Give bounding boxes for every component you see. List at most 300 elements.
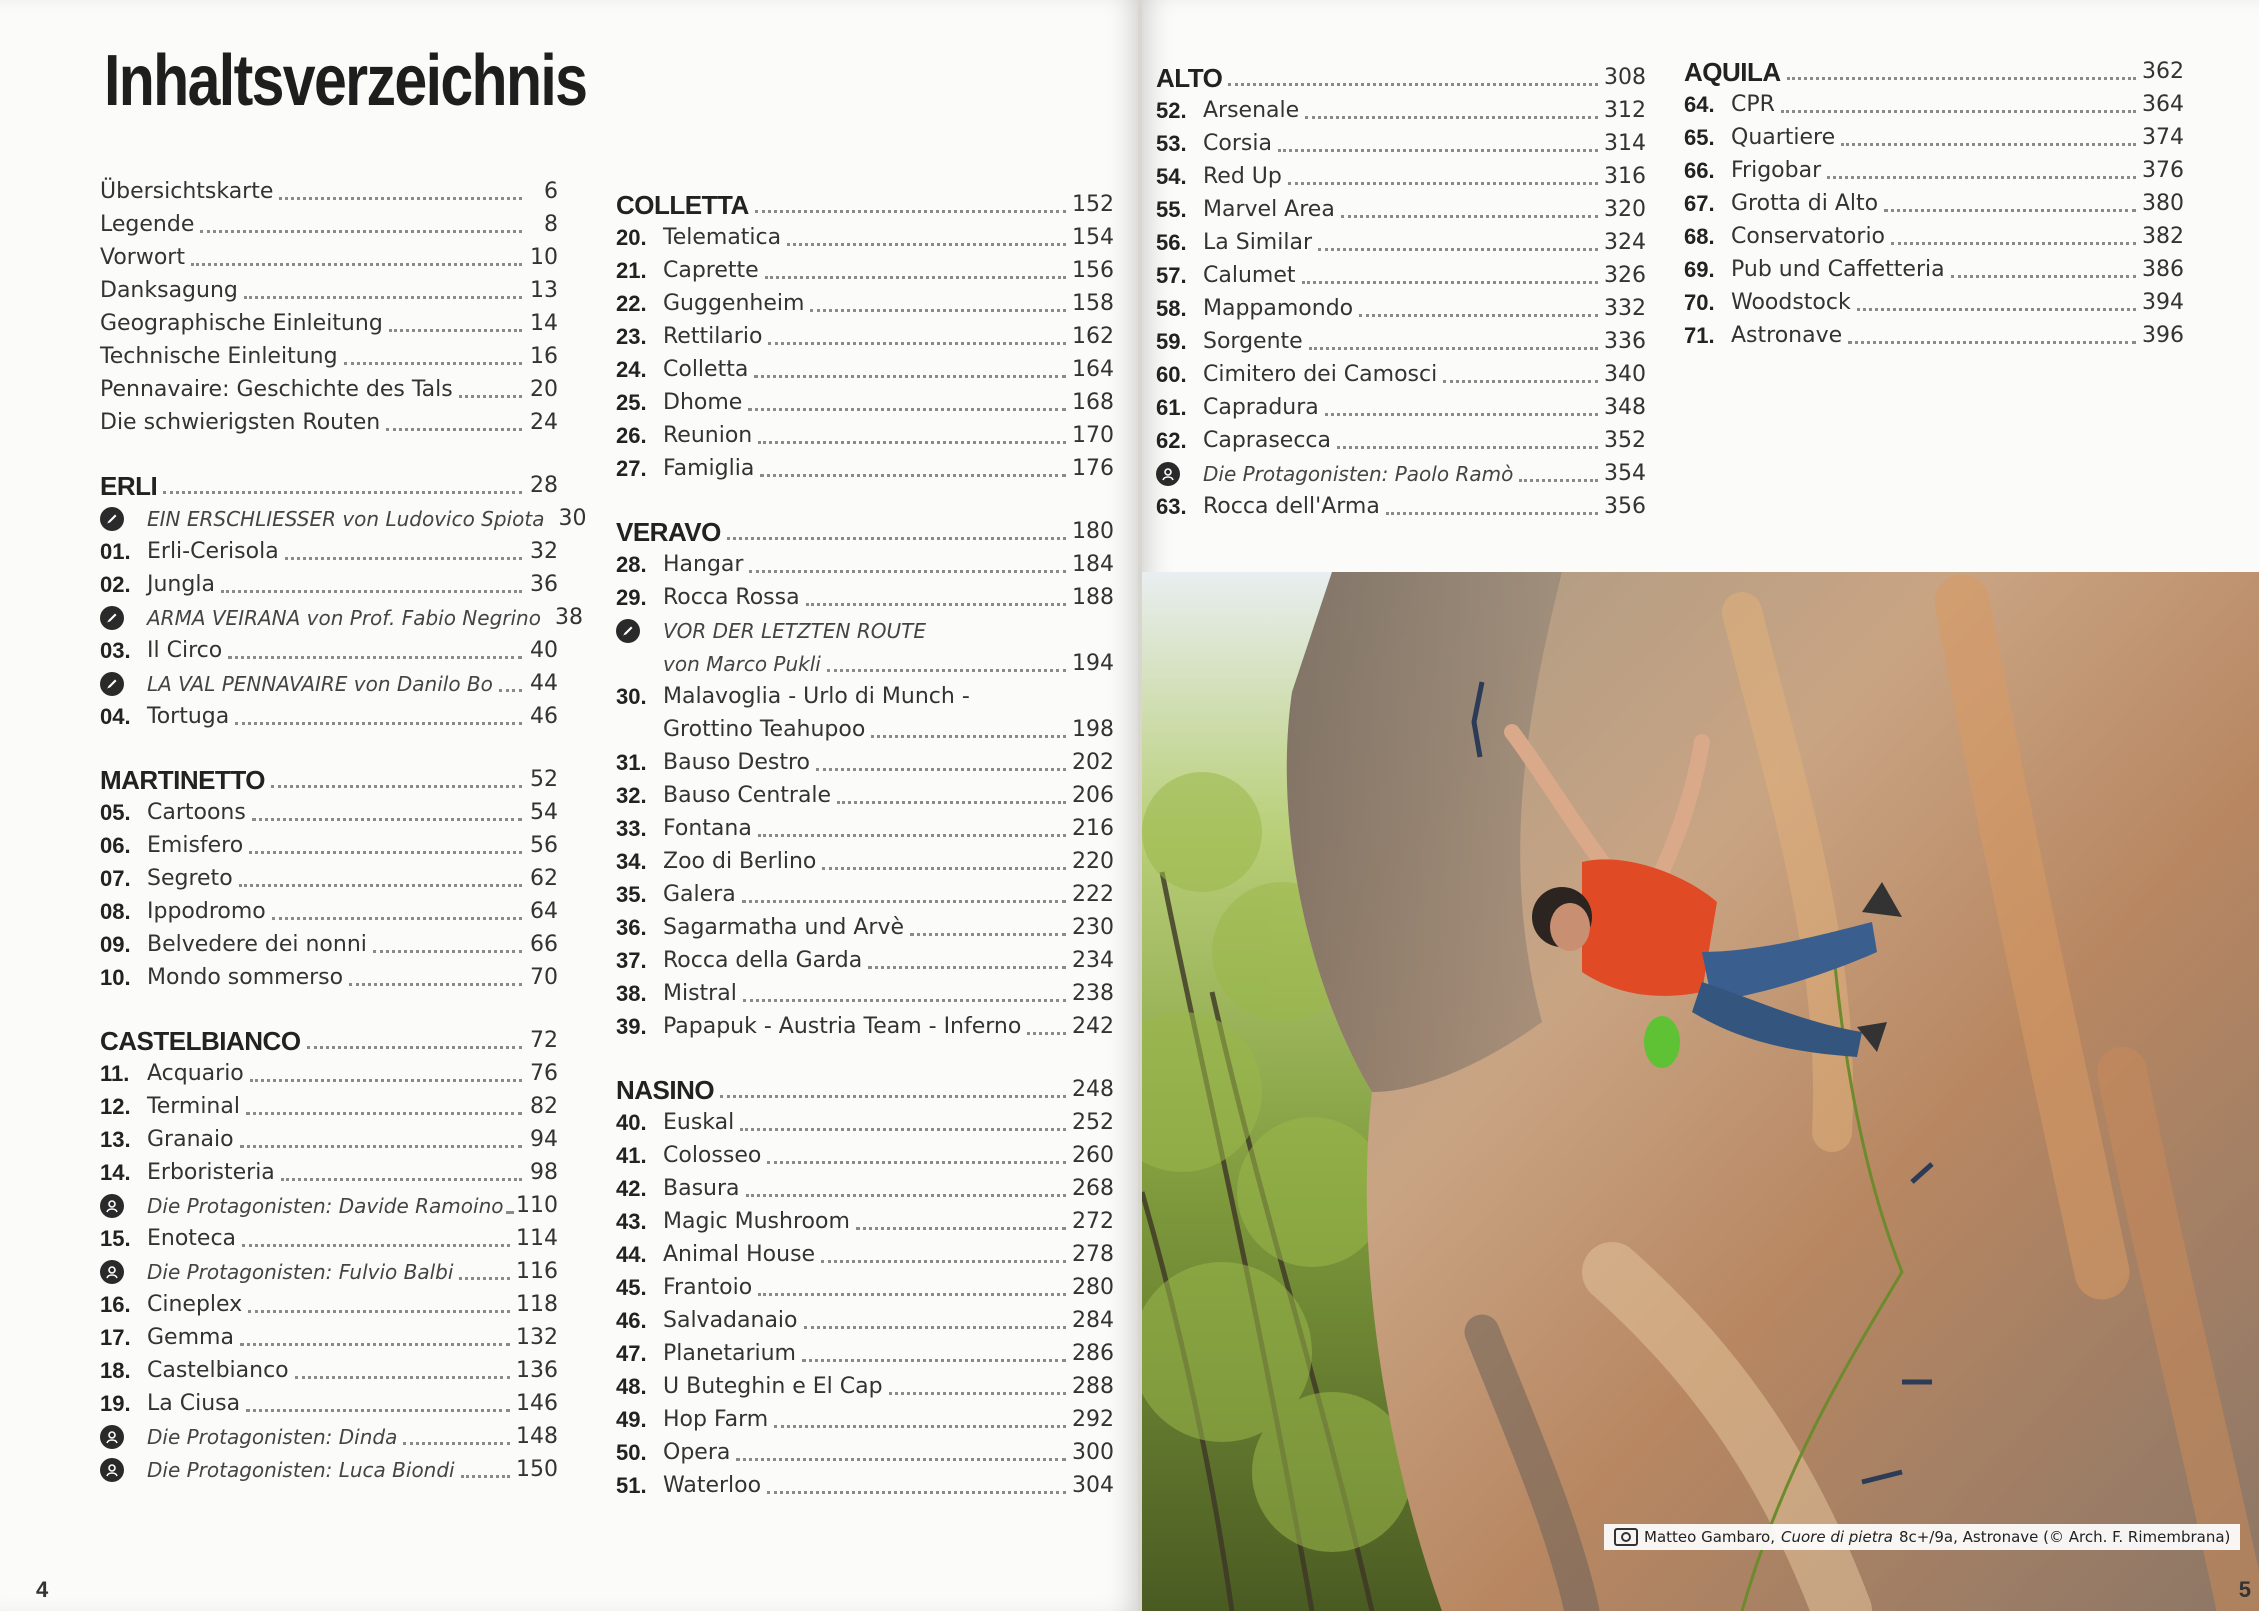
page-number: 38 bbox=[554, 605, 583, 630]
route-number: 22. bbox=[616, 291, 647, 316]
page-number: 288 bbox=[1072, 1374, 1114, 1399]
page-number: 148 bbox=[516, 1424, 558, 1449]
toc-essay-entry[interactable] bbox=[616, 644, 1114, 677]
dot-leader bbox=[1857, 308, 2136, 311]
dot-leader bbox=[767, 1161, 1066, 1164]
toc-entry[interactable] bbox=[100, 271, 558, 304]
toc-essay-entry[interactable] bbox=[616, 611, 1114, 644]
toc-entry[interactable] bbox=[616, 1007, 1114, 1040]
toc-entry[interactable] bbox=[616, 251, 1114, 284]
dot-leader bbox=[244, 296, 522, 299]
entry-label: Colosseo bbox=[663, 1143, 762, 1168]
page-number: 354 bbox=[1604, 461, 1646, 486]
toc-section-heading[interactable] bbox=[100, 1021, 558, 1054]
toc-entry[interactable] bbox=[1156, 91, 1646, 124]
toc-entry[interactable] bbox=[1684, 85, 2184, 118]
toc-entry[interactable] bbox=[1156, 322, 1646, 355]
toc-entry[interactable] bbox=[616, 1169, 1114, 1202]
toc-entry[interactable] bbox=[616, 1433, 1114, 1466]
toc-essay-entry[interactable] bbox=[100, 1252, 558, 1285]
entry-label: Bauso Centrale bbox=[663, 783, 832, 808]
section-spacer bbox=[100, 730, 558, 760]
dot-leader bbox=[349, 983, 522, 986]
entry-label: Rocca dell'Arma bbox=[1203, 494, 1380, 519]
toc-entry[interactable] bbox=[100, 1384, 558, 1417]
toc-entry[interactable] bbox=[616, 1268, 1114, 1301]
toc-entry[interactable] bbox=[616, 1466, 1114, 1499]
route-number: 07. bbox=[100, 866, 131, 891]
entry-label: Grotta di Alto bbox=[1731, 191, 1879, 216]
entry-label: Euskal bbox=[663, 1110, 735, 1135]
page-number: 202 bbox=[1072, 750, 1114, 775]
route-number: 28. bbox=[616, 552, 647, 577]
entry-label: Capradura bbox=[1203, 395, 1319, 420]
route-number: 35. bbox=[616, 882, 647, 907]
route-number: 38. bbox=[616, 981, 647, 1006]
toc-entry[interactable] bbox=[616, 578, 1114, 611]
toc-entry[interactable] bbox=[1684, 118, 2184, 151]
entry-label: Galera bbox=[663, 882, 736, 907]
section-spacer bbox=[616, 1040, 1114, 1070]
page-number: 312 bbox=[1604, 98, 1646, 123]
dot-leader bbox=[242, 1244, 510, 1247]
toc-entry[interactable] bbox=[100, 337, 558, 370]
page-number: 374 bbox=[2142, 125, 2184, 150]
entry-label: Grottino Teahupoo bbox=[663, 717, 866, 742]
dot-leader bbox=[386, 428, 522, 431]
route-number: 53. bbox=[1156, 131, 1187, 156]
dot-leader bbox=[856, 1227, 1066, 1230]
route-number: 63. bbox=[1156, 494, 1187, 519]
toc-essay-entry[interactable] bbox=[100, 664, 558, 697]
pen-icon bbox=[100, 605, 147, 631]
route-number: 24. bbox=[616, 357, 647, 382]
entry-label: Castelbianco bbox=[147, 1358, 289, 1383]
page-number: 164 bbox=[1072, 357, 1114, 382]
toc-essay-entry[interactable] bbox=[100, 598, 583, 631]
entry-label: CASTELBIANCO bbox=[100, 1026, 301, 1056]
route-number: 08. bbox=[100, 899, 131, 924]
dot-leader bbox=[742, 900, 1066, 903]
entry-label: Geographische Einleitung bbox=[100, 311, 383, 336]
entry-label: Mappamondo bbox=[1203, 296, 1354, 321]
dot-leader bbox=[250, 1079, 522, 1082]
dot-leader bbox=[787, 243, 1066, 246]
page-number: 314 bbox=[1604, 131, 1646, 156]
toc-entry[interactable] bbox=[100, 631, 558, 664]
route-number: 12. bbox=[100, 1094, 131, 1119]
toc-entry[interactable] bbox=[616, 317, 1114, 350]
route-number: 58. bbox=[1156, 296, 1187, 321]
dot-leader bbox=[774, 1425, 1066, 1428]
page-number: 396 bbox=[2142, 323, 2184, 348]
dot-leader bbox=[246, 1409, 510, 1412]
page-number: 62 bbox=[530, 866, 558, 891]
route-number: 09. bbox=[100, 932, 131, 957]
route-number: 59. bbox=[1156, 329, 1187, 354]
entry-label: LA VAL PENNAVAIRE von Danilo Bo bbox=[147, 672, 493, 696]
page-number: 94 bbox=[530, 1127, 558, 1152]
toc-entry[interactable] bbox=[1156, 487, 1646, 520]
dot-leader bbox=[240, 1145, 522, 1148]
dot-leader bbox=[727, 537, 1066, 540]
route-number: 17. bbox=[100, 1325, 131, 1350]
route-number: 27. bbox=[616, 456, 647, 481]
page-number: 114 bbox=[516, 1226, 558, 1251]
page-number: 136 bbox=[516, 1358, 558, 1383]
entry-label: ARMA VEIRANA von Prof. Fabio Negrino bbox=[147, 606, 541, 630]
toc-entry[interactable] bbox=[100, 1153, 558, 1186]
entry-label: Red Up bbox=[1203, 164, 1282, 189]
toc-section-heading[interactable] bbox=[100, 466, 558, 499]
toc-entry[interactable] bbox=[1156, 289, 1646, 322]
dot-leader bbox=[221, 590, 522, 593]
entry-label: Caprette bbox=[663, 258, 759, 283]
toc-section-heading[interactable] bbox=[616, 512, 1114, 545]
page-number: 286 bbox=[1072, 1341, 1114, 1366]
dot-leader bbox=[1884, 209, 2136, 212]
entry-label: Sagarmatha und Arvè bbox=[663, 915, 905, 940]
page-number: 206 bbox=[1072, 783, 1114, 808]
person-icon bbox=[100, 1193, 147, 1219]
page-number: 36 bbox=[530, 572, 558, 597]
dot-leader bbox=[768, 342, 1066, 345]
page-number: 118 bbox=[516, 1292, 558, 1317]
toc-section-heading[interactable] bbox=[616, 185, 1114, 218]
toc-entry[interactable] bbox=[616, 1103, 1114, 1136]
toc-entry[interactable] bbox=[616, 383, 1114, 416]
toc-entry[interactable] bbox=[100, 859, 558, 892]
pen-icon bbox=[100, 506, 147, 532]
caption-route: Cuore di pietra bbox=[1781, 1528, 1893, 1546]
entry-label: Tortuga bbox=[147, 704, 230, 729]
toc-entry[interactable] bbox=[100, 1219, 558, 1252]
entry-label: ALTO bbox=[1156, 63, 1223, 93]
entry-label: COLLETTA bbox=[616, 190, 749, 220]
toc-entry[interactable] bbox=[616, 1235, 1114, 1268]
route-number: 11. bbox=[100, 1061, 130, 1086]
route-number: 61. bbox=[1156, 395, 1187, 420]
dot-leader bbox=[758, 834, 1066, 837]
toc-entry[interactable] bbox=[100, 1087, 558, 1120]
toc-entry[interactable] bbox=[100, 1120, 558, 1153]
route-number: 03. bbox=[100, 638, 131, 663]
toc-entry[interactable] bbox=[616, 350, 1114, 383]
toc-entry[interactable] bbox=[1156, 355, 1646, 388]
toc-essay-entry[interactable] bbox=[1156, 454, 1646, 487]
dot-leader bbox=[285, 557, 522, 560]
dot-leader bbox=[758, 1293, 1066, 1296]
page-number: 56 bbox=[530, 833, 558, 858]
dot-leader bbox=[1325, 413, 1598, 416]
toc-entry[interactable] bbox=[616, 416, 1114, 449]
toc-section-heading[interactable] bbox=[1156, 58, 1646, 91]
page-number: 28 bbox=[530, 473, 558, 498]
toc-entry[interactable] bbox=[1156, 421, 1646, 454]
dot-leader bbox=[249, 851, 522, 854]
toc-entry[interactable] bbox=[616, 1202, 1114, 1235]
pen-icon bbox=[616, 618, 663, 644]
route-number: 10. bbox=[100, 965, 131, 990]
toc-entry[interactable] bbox=[100, 892, 558, 925]
page-number: 356 bbox=[1604, 494, 1646, 519]
toc-entry[interactable] bbox=[1684, 217, 2184, 250]
entry-label: Caprasecca bbox=[1203, 428, 1332, 453]
entry-label: Woodstock bbox=[1731, 290, 1851, 315]
toc-entry[interactable] bbox=[100, 238, 558, 271]
route-number: 44. bbox=[616, 1242, 647, 1267]
toc-section-heading[interactable] bbox=[100, 760, 558, 793]
entry-label: Arsenale bbox=[1203, 98, 1300, 123]
page-number: 110 bbox=[516, 1193, 558, 1218]
dot-leader bbox=[281, 1178, 522, 1181]
page-number: 272 bbox=[1072, 1209, 1114, 1234]
route-number: 39. bbox=[616, 1014, 647, 1039]
toc-column-2 bbox=[616, 185, 1114, 1499]
page-number: 380 bbox=[2142, 191, 2184, 216]
page-number: 252 bbox=[1072, 1110, 1114, 1135]
entry-label: Hangar bbox=[663, 552, 744, 577]
page-number: 198 bbox=[1072, 717, 1114, 742]
toc-entry[interactable] bbox=[616, 941, 1114, 974]
route-number: 34. bbox=[616, 849, 647, 874]
entry-label: Malavoglia - Urlo di Munch - bbox=[663, 684, 970, 709]
toc-entry[interactable] bbox=[1684, 184, 2184, 217]
dot-leader bbox=[765, 276, 1066, 279]
toc-essay-entry[interactable] bbox=[100, 1450, 558, 1483]
route-number: 60. bbox=[1156, 362, 1187, 387]
page-number: 20 bbox=[530, 377, 558, 402]
toc-entry[interactable] bbox=[1156, 190, 1646, 223]
toc-entry[interactable] bbox=[100, 172, 558, 205]
section-spacer bbox=[100, 436, 558, 466]
page-number: 158 bbox=[1072, 291, 1114, 316]
dot-leader bbox=[459, 1277, 510, 1280]
toc-entry[interactable] bbox=[616, 284, 1114, 317]
entry-label: EIN ERSCHLIESSER von Ludovico Spiota bbox=[147, 507, 545, 531]
page-number: 326 bbox=[1604, 263, 1646, 288]
toc-entry[interactable] bbox=[100, 826, 558, 859]
toc-entry[interactable] bbox=[100, 1285, 558, 1318]
page-number: 188 bbox=[1072, 585, 1114, 610]
page-number: 98 bbox=[530, 1160, 558, 1185]
toc-entry[interactable] bbox=[100, 925, 558, 958]
entry-label: Vorwort bbox=[100, 245, 185, 270]
route-number: 41. bbox=[616, 1143, 647, 1168]
toc-entry[interactable] bbox=[1156, 223, 1646, 256]
dot-leader bbox=[240, 1343, 510, 1346]
entry-label: Conservatorio bbox=[1731, 224, 1886, 249]
toc-entry[interactable] bbox=[100, 403, 558, 436]
entry-label: Astronave bbox=[1731, 323, 1843, 348]
toc-entry[interactable] bbox=[100, 370, 558, 403]
dot-leader bbox=[307, 1046, 522, 1049]
dot-leader bbox=[806, 603, 1066, 606]
dot-leader bbox=[295, 1376, 510, 1379]
toc-entry[interactable] bbox=[1684, 151, 2184, 184]
route-number: 50. bbox=[616, 1440, 647, 1465]
dot-leader bbox=[1309, 347, 1598, 350]
camera-icon bbox=[1614, 1528, 1638, 1546]
dot-leader bbox=[889, 1392, 1066, 1395]
toc-entry[interactable] bbox=[616, 1301, 1114, 1334]
route-number: 15. bbox=[100, 1226, 131, 1251]
toc-entry[interactable] bbox=[100, 1351, 558, 1384]
page-number: 332 bbox=[1604, 296, 1646, 321]
toc-entry[interactable] bbox=[100, 205, 558, 238]
page-number: 8 bbox=[544, 212, 558, 237]
page-number: 32 bbox=[530, 539, 558, 564]
toc-essay-entry[interactable] bbox=[100, 1417, 558, 1450]
entry-label: Cartoons bbox=[147, 800, 246, 825]
toc-entry[interactable] bbox=[616, 677, 1114, 710]
route-number: 14. bbox=[100, 1160, 131, 1185]
toc-entry[interactable] bbox=[1156, 388, 1646, 421]
toc-entry[interactable] bbox=[616, 1400, 1114, 1433]
entry-label: La Ciusa bbox=[147, 1391, 241, 1416]
entry-label: Technische Einleitung bbox=[100, 344, 338, 369]
entry-label: Basura bbox=[663, 1176, 740, 1201]
page-number: 348 bbox=[1604, 395, 1646, 420]
toc-entry[interactable] bbox=[616, 809, 1114, 842]
entry-label: Telematica bbox=[663, 225, 782, 250]
page-number: 234 bbox=[1072, 948, 1114, 973]
toc-section-heading[interactable] bbox=[1684, 52, 2184, 85]
route-number: 04. bbox=[100, 704, 131, 729]
dot-leader bbox=[748, 408, 1066, 411]
toc-entry[interactable] bbox=[100, 532, 558, 565]
dot-leader bbox=[200, 230, 522, 233]
person-icon bbox=[1156, 461, 1203, 487]
dot-leader bbox=[1841, 143, 2136, 146]
toc-entry[interactable] bbox=[100, 793, 558, 826]
toc-entry[interactable] bbox=[616, 908, 1114, 941]
entry-label: Mondo sommerso bbox=[147, 965, 344, 990]
dot-leader bbox=[804, 1326, 1066, 1329]
route-number: 06. bbox=[100, 833, 131, 858]
entry-label: Guggenheim bbox=[663, 291, 805, 316]
toc-entry[interactable] bbox=[1684, 250, 2184, 283]
entry-label: Colletta bbox=[663, 357, 749, 382]
entry-label: Cineplex bbox=[147, 1292, 243, 1317]
climber-photo bbox=[1142, 572, 2259, 1611]
entry-label: Hop Farm bbox=[663, 1407, 769, 1432]
entry-label: Erli-Cerisola bbox=[147, 539, 279, 564]
dot-leader bbox=[163, 491, 522, 494]
dot-leader bbox=[509, 1211, 510, 1214]
dot-leader bbox=[821, 1260, 1066, 1263]
dot-leader bbox=[272, 917, 522, 920]
entry-label: Die Protagonisten: Paolo Ramò bbox=[1203, 462, 1514, 486]
page-number: 170 bbox=[1072, 423, 1114, 448]
toc-entry[interactable] bbox=[100, 304, 558, 337]
dot-leader bbox=[1305, 116, 1598, 119]
toc-entry[interactable] bbox=[1156, 124, 1646, 157]
page-number: 64 bbox=[530, 899, 558, 924]
pen-icon bbox=[100, 671, 147, 697]
page-number: 238 bbox=[1072, 981, 1114, 1006]
entry-label: Pub und Caffetteria bbox=[1731, 257, 1945, 282]
dot-leader bbox=[279, 197, 522, 200]
toc-entry[interactable] bbox=[100, 697, 558, 730]
entry-label: Frigobar bbox=[1731, 158, 1822, 183]
toc-entry[interactable] bbox=[100, 1054, 558, 1087]
toc-entry[interactable] bbox=[1156, 157, 1646, 190]
page-number: 10 bbox=[530, 245, 558, 270]
dot-leader bbox=[754, 375, 1066, 378]
entry-label: Opera bbox=[663, 1440, 731, 1465]
entry-label: Die Protagonisten: Luca Biondi bbox=[147, 1458, 455, 1482]
toc-entry[interactable] bbox=[616, 1136, 1114, 1169]
toc-entry[interactable] bbox=[100, 1318, 558, 1351]
dot-leader bbox=[755, 210, 1066, 213]
dot-leader bbox=[403, 1442, 510, 1445]
route-number: 66. bbox=[1684, 158, 1715, 183]
route-number: 70. bbox=[1684, 290, 1715, 315]
toc-entry[interactable] bbox=[616, 842, 1114, 875]
toc-entry[interactable] bbox=[1156, 256, 1646, 289]
dot-leader bbox=[1891, 242, 2136, 245]
toc-entry[interactable] bbox=[1684, 283, 2184, 316]
page-number: 216 bbox=[1072, 816, 1114, 841]
page-number: 376 bbox=[2142, 158, 2184, 183]
toc-entry[interactable] bbox=[616, 743, 1114, 776]
entry-label: MARTINETTO bbox=[100, 765, 265, 795]
toc-essay-entry[interactable] bbox=[100, 499, 587, 532]
dot-leader bbox=[871, 735, 1066, 738]
page-number: 268 bbox=[1072, 1176, 1114, 1201]
page-number: 72 bbox=[530, 1028, 558, 1053]
route-number: 37. bbox=[616, 948, 647, 973]
page-number: 13 bbox=[530, 278, 558, 303]
toc-section-heading[interactable] bbox=[616, 1070, 1114, 1103]
toc-entry[interactable] bbox=[616, 218, 1114, 251]
toc-entry[interactable] bbox=[616, 449, 1114, 482]
route-number: 01. bbox=[100, 539, 131, 564]
page-number: 336 bbox=[1604, 329, 1646, 354]
route-number: 57. bbox=[1156, 263, 1187, 288]
toc-essay-entry[interactable] bbox=[100, 1186, 558, 1219]
page-number: 248 bbox=[1072, 1077, 1114, 1102]
toc-entry[interactable] bbox=[616, 776, 1114, 809]
dot-leader bbox=[767, 1491, 1066, 1494]
page-number: 154 bbox=[1072, 225, 1114, 250]
toc-entry[interactable] bbox=[616, 710, 1114, 743]
entry-label: VOR DER LETZTEN ROUTE bbox=[663, 619, 926, 643]
route-number: 49. bbox=[616, 1407, 647, 1432]
dot-leader bbox=[1386, 512, 1598, 515]
page-number: 66 bbox=[530, 932, 558, 957]
toc-entry[interactable] bbox=[1684, 316, 2184, 349]
toc-entry[interactable] bbox=[616, 1334, 1114, 1367]
entry-label: Danksagung bbox=[100, 278, 238, 303]
toc-entry[interactable] bbox=[616, 974, 1114, 1007]
toc-entry[interactable] bbox=[616, 1367, 1114, 1400]
toc-entry[interactable] bbox=[100, 958, 558, 991]
route-number: 33. bbox=[616, 816, 647, 841]
entry-label: Die Protagonisten: Davide Ramoino bbox=[147, 1194, 504, 1218]
toc-entry[interactable] bbox=[616, 545, 1114, 578]
page-number: 180 bbox=[1072, 519, 1114, 544]
dot-leader bbox=[1228, 83, 1598, 86]
route-number: 52. bbox=[1156, 98, 1187, 123]
route-number: 48. bbox=[616, 1374, 647, 1399]
page-number: 54 bbox=[530, 800, 558, 825]
toc-entry[interactable] bbox=[100, 565, 558, 598]
caption-name: Matteo Gambaro, bbox=[1644, 1528, 1775, 1546]
toc-entry[interactable] bbox=[616, 875, 1114, 908]
dot-leader bbox=[746, 1194, 1066, 1197]
